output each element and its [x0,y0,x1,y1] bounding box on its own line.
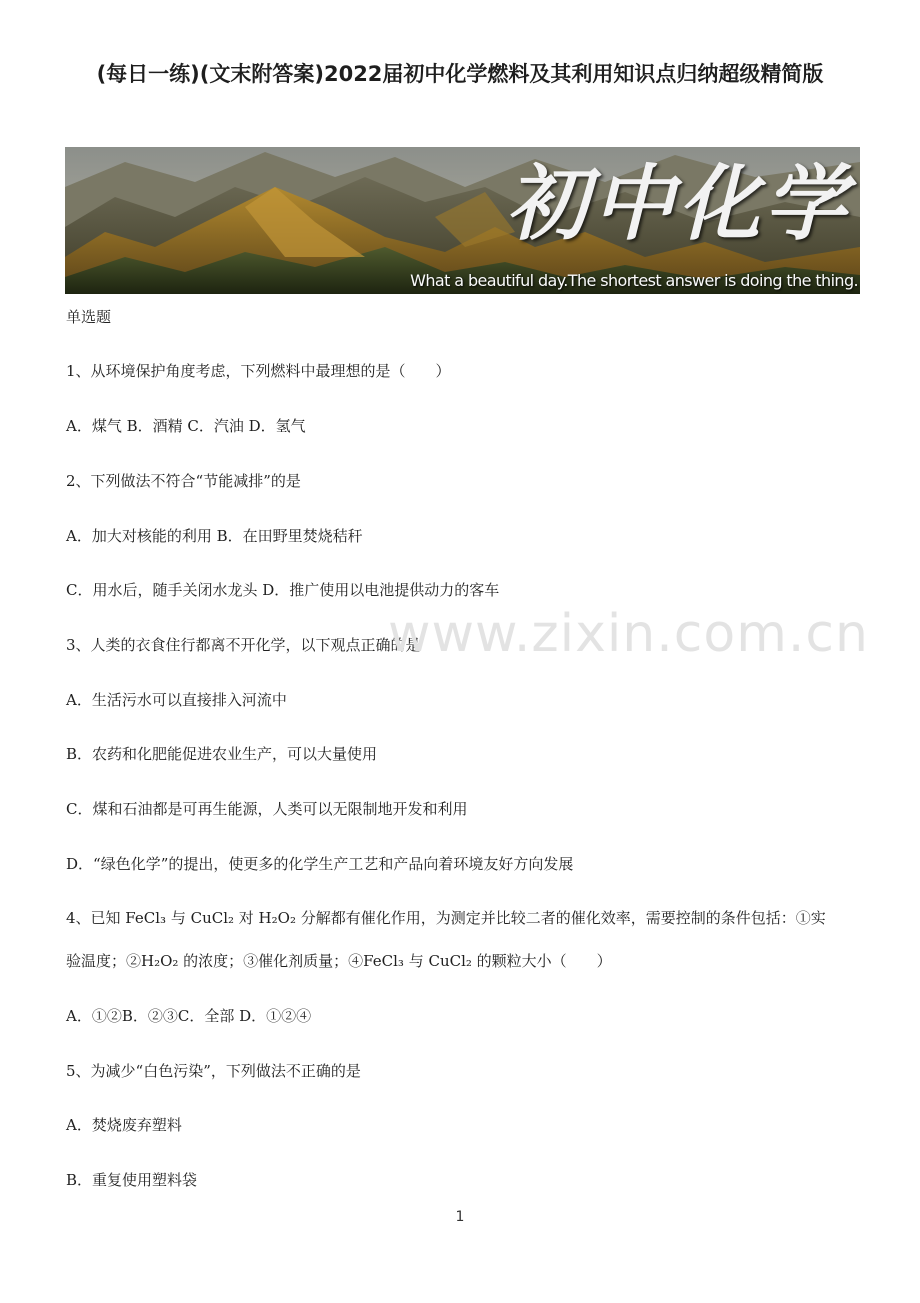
question-2: 2、下列做法不符合“节能减排”的是 [66,472,301,490]
question-3-option-c: C．煤和石油都是可再生能源，人类可以无限制地开发和利用 [66,800,468,818]
question-3-option-a: A．生活污水可以直接排入河流中 [66,691,287,709]
question-2-options-cd: C．用水后，随手关闭水龙头 D．推广使用以电池提供动力的客车 [66,581,500,599]
question-5-option-a: A．焚烧废弃塑料 [66,1116,182,1134]
question-5: 5、为减少“白色污染”，下列做法不正确的是 [66,1062,361,1080]
banner-tagline: What a beautiful day.The shortest answer is doing the thing. [410,271,858,290]
page-number: 1 [455,1209,465,1225]
question-1-options: A．煤气 B．酒精 C．汽油 D．氢气 [66,417,306,435]
document-title: (每日一练)(文末附答案)2022届初中化学燃料及其利用知识点归纳超级精简版 [96,62,824,86]
banner-image [65,147,860,294]
question-4-line-1: 4、已知 FeCl₃ 与 CuCl₂ 对 H₂O₂ 分解都有催化作用，为测定并比较二者的催化效率，需要控制的条件包括：①实 [66,909,826,927]
question-4-options: A．①②B．②③C．全部 D．①②④ [66,1007,312,1025]
question-1: 1、从环境保护角度考虑，下列燃料中最理想的是（ ） [66,362,451,380]
question-5-option-b: B．重复使用塑料袋 [66,1171,198,1189]
question-4-line-2: 验温度；②H₂O₂ 的浓度；③催化剂质量；④FeCl₃ 与 CuCl₂ 的颗粒大小（ ） [66,952,612,970]
question-3: 3、人类的衣食住行都离不开化学，以下观点正确的是 [66,636,421,654]
site-watermark: www.zixin.com.cn [388,604,869,664]
section-heading: 单选题 [66,308,112,326]
question-3-option-d: D．“绿色化学”的提出，使更多的化学生产工艺和产品向着环境友好方向发展 [66,855,574,873]
question-3-option-b: B．农药和化肥能促进农业生产，可以大量使用 [66,745,378,763]
question-2-options-ab: A．加大对核能的利用 B．在田野里焚烧秸秆 [66,527,363,545]
banner-heading: 初中化学 [506,156,850,252]
